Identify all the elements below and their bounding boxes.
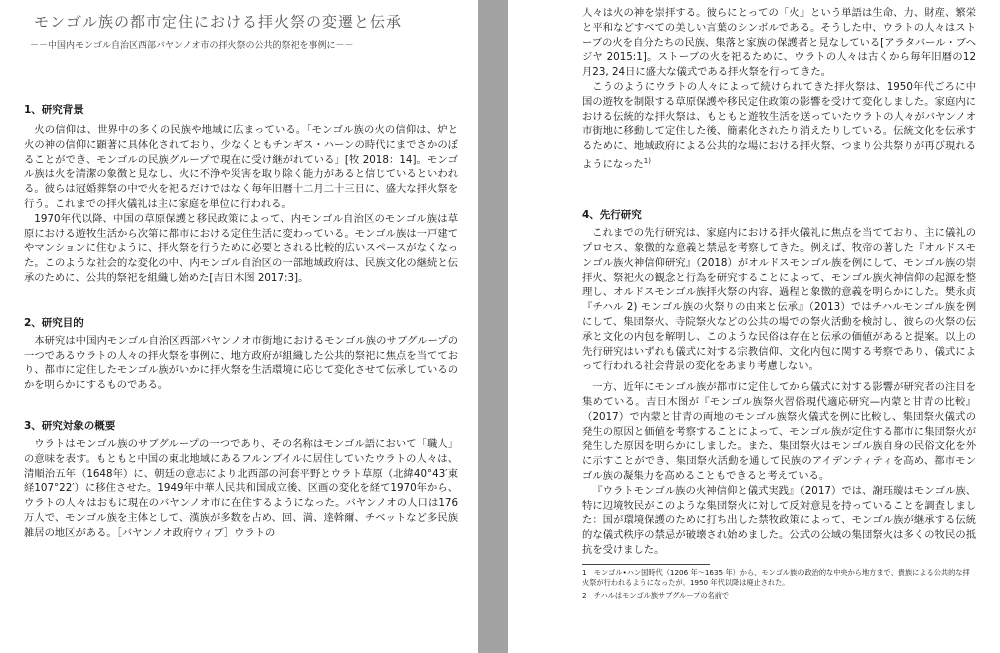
footnote: 1 モンゴル•ハン国時代（1206 年〜1635 年）から、モンゴル族の政治的な中央から地方まで、貴族による公共的な拝火祭が行われるようになったが、1950 年代以降は廃止された。 xyxy=(582,567,970,587)
paragraph: 一方、近年にモンゴル族が都市に定住してから儀式に対する影響が研究者の注目を集めている。吉日木图が『モンゴル族祭火習俗現代適応研究—内蒙と甘青の比較』（2017）で内蒙と甘青の両地のモンゴル族祭火儀式を例に比較し、集団祭火儀式の発生の原因と価値を考察することによって、モンゴル族が定住する都市に集団祭火が発生した原因を明らかにしました。また、集団祭火はモンゴル族自身の民俗文化を外に示すことができ、集団祭火活動を通して民族のアイデンティティを高め、都市モンゴル族の凝集力を高めることもできると考えている。 xyxy=(582,381,976,482)
paper-subtitle: －－中国内モンゴル自治区西部バヤンノオ市の拝火祭の公共的祭祀を事例に－－ xyxy=(30,41,354,51)
paragraph: 1970年代以降、中国の草原保護と移民政策によって、内モンゴル自治区のモンゴル族は草原における遊牧生活から次第に都市における定住生活に変わっている。モンゴル族は一戸建てやマンションに住むように、拝火祭を行うために必要とされる比較的広いスペースがなくなった。このような社会的な変化の中、内モンゴル自治区の一部地域政府は、民族文化の継続と伝承のために、公共的祭祀を組織し始めた[吉日木图 2017:3]。 xyxy=(24,212,458,284)
paragraph: これまでの先行研究は、家庭内における拝火儀礼に焦点を当てており、主に儀礼のプロセス、象徴的な意義と禁忌を考察してきた。例えば、牧帝の著した『オルドスモンゴル族火神信仰研究』（2018）がオルドスモンゴル族を例にして、モンゴル族の崇拝火、祭祀火の観念と行為を研究することによって、モンゴル族火神信仰の起源を整理し、オルドスモンゴル族拝火祭の内容、過程と象徴的意義を明らかにした。樊永贞『チハル 2) モンゴル族の火祭りの由来と伝承』（2013）ではチハルモンゴル族を例にして、集団祭火、寺院祭火などの公共の場での祭火活動を検討し、彼らの火祭の伝承と文化の内包を解明し、このような民俗は存在と伝承の価値があると提案。以上の先行研究はいずれも儀式に対する宗教信仰、文化内包に関する考察であり、儀式によって行われる社会背景の変化をあまり考慮しない。 xyxy=(582,227,976,373)
section-heading: 2、研究目的 xyxy=(24,316,84,329)
section-heading: 3、研究対象の概要 xyxy=(24,419,116,432)
right-page xyxy=(508,0,1000,653)
paragraph: 本研究は中国内モンゴル自治区西部バヤンノオ市街地におけるモンゴル族のサブグループの一つであるウラトの人々の拝火祭を事例に、地方政府が組織した公共的祭祀に焦点を当てており、都市に定住したモンゴル族がいかに拝火祭を生活環境に応じて変化させて伝承しているのかを明らかにするものである。 xyxy=(24,334,458,392)
footnote-rule xyxy=(582,564,710,565)
paragraph: 火の信仰は、世界中の多くの民族や地域に広まっている。「モンゴル族の火の信仰は、炉と火の神の信仰に顕著に具体化されており、少なくともチンギス・ハーンの時代にまでさかのぼることができ、モンゴルの民族グループで現在に受け継がれている」[牧 2018：14]。モンゴル族は火を清潔の象徴と見なし、火に不浄や災害を取り除く能力があると信じているといわれる。彼らは冠婚葬祭の中で火を祀るだけではなく毎年旧暦十二月二十三日に、盛大な拝火祭を行う。これまでの拝火儀礼は主に家庭を単位に行われる。 xyxy=(24,124,458,210)
paragraph: ウラトはモンゴル族のサブグループの一つであり、その名称はモンゴル語において「職人」の意味を表す。もともと中国の東北地域にあるフルンブイルに居住していたウラトの人々は、清順治五年（1648年）に、朝廷の意志により北西部の河套平野とウラト草原（北緯40°43′東経107°22′）に移住させた。1949年中華人民共和国成立後、区画の変化を経て1970年から、ウラトの人々はおもに現在のバヤンノオ市に在住するようになった。バヤンノオの人口は176万人で、モンゴル族を主体として、漢族が多数を占め、回、満、達斡爾、チベットなど多民族雑居の地区がある。［バヤンノオ政府ウィブ］ウラトの xyxy=(24,437,458,539)
footnote-mark: 1) xyxy=(643,156,651,165)
paragraph: 『ウラトモンゴル族の火神信仰と儀式実践』（2017）では、謝珏璇はモンゴル族、特に辺境牧民がこのような集団祭火に対して反対意見を持っていることを調査しました：国が環境保護のために打ち出した禁牧政策によって、モンゴル族が継承する伝統的な儀式秩序の禁忌が破壊され始めました。公式の公域の集団祭火は多くの牧民の抵抗を受けました。 xyxy=(582,484,976,556)
page-gutter xyxy=(478,0,508,653)
left-page xyxy=(0,0,478,653)
paragraph-text: こうのようにウラトの人々によって続けられてきた拝火祭は、1950年代ごろに中国の遊牧を制限する草原保護や移民定住政策の影響を受けて変化しました。家庭内における伝統的な拝火祭は、もともと遊牧生活を送っていたウラトの人々がバヤンノオ市街地に移動して定住した後、簡素化されたり消えたりしている。伝統文化を伝承するために、地域政府による公共的な場における拝火祭、つまり公共祭りが再び現れるようになった xyxy=(582,80,976,171)
footnote: 2 チハルはモンゴル族サブグループの名前で xyxy=(582,590,730,600)
paper-title: モンゴル族の都市定住における拝火祭の変遷と伝承 xyxy=(34,13,403,31)
paragraph xyxy=(582,80,976,172)
section-heading: 4、先行研究 xyxy=(582,209,642,222)
section-heading: 1、研究背景 xyxy=(24,104,84,116)
paragraph: 人々は火の神を崇拝する。彼らにとっての「火」という単語は生命、力、財産、繁栄と平和などすべての美しい言葉のシンボルである。そうした中、ウラトの人々はストーブの火を自分たちの民族、集落と家族の保護者と見なしている[アラタバール・ブヘジヤ 2015:1]。ストーブの火を祀るために、ウラトの人々は古くから毎年旧暦の12月23, 24日に盛大な儀式である拝火祭を行ってきた。 xyxy=(582,7,976,79)
